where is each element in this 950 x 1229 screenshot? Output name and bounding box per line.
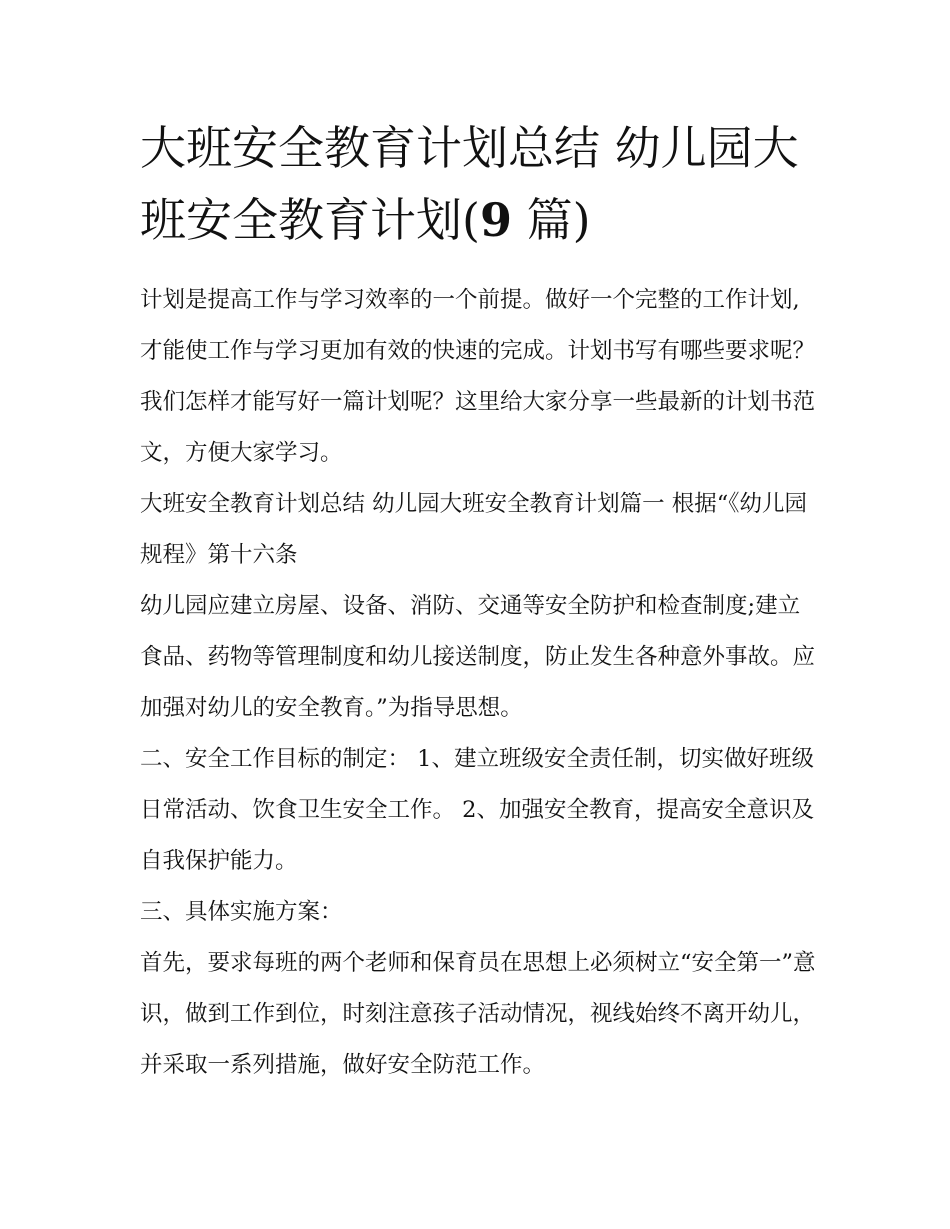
paragraph-intro: 计划是提高工作与学习效率的一个前提。做好一个完整的工作计划,才能使工作与学习更加有效的快速的完成。计划书写有哪些要求呢？我们怎样才能写好一篇计划呢？这里给大家分享一些最新的计划书范文，方便大家学习。 (140, 287, 816, 466)
paragraph-regulation: 幼儿园应建立房屋、设备、消防、交通等安全防护和检查制度;建立食品、药物等管理制度和幼儿接送制度，防止发生各种意外事故。应加强对幼儿的安全教育。”为指导思想。 (140, 593, 816, 721)
paragraph-plan-first: 首先，要求每班的两个老师和保育员在思想上必须树立“安全第一”意识，做到工作到位，时刻注意孩子活动情况，视线始终不离开幼儿，并采取一系列措施，做好安全防范工作。 (140, 950, 816, 1078)
paragraph-plan-heading: 三、具体实施方案： (140, 899, 343, 925)
paragraph-section-heading: 大班安全教育计划总结 幼儿园大班安全教育计划篇一 根据“《幼儿园规程》第十六条 (140, 491, 808, 568)
title-suffix: 篇) (511, 193, 591, 247)
title-text: 大班安全教育计划总结 幼儿园大班安全教育计划( (140, 121, 799, 247)
title-number: 9 (479, 193, 512, 247)
paragraph-goals: 二、安全工作目标的制定： 1、建立班级安全责任制，切实做好班级日常活动、饮食卫生安全工作。 2、加强安全教育，提高安全意识及自我保护能力。 (140, 746, 814, 874)
document-title (140, 112, 820, 256)
